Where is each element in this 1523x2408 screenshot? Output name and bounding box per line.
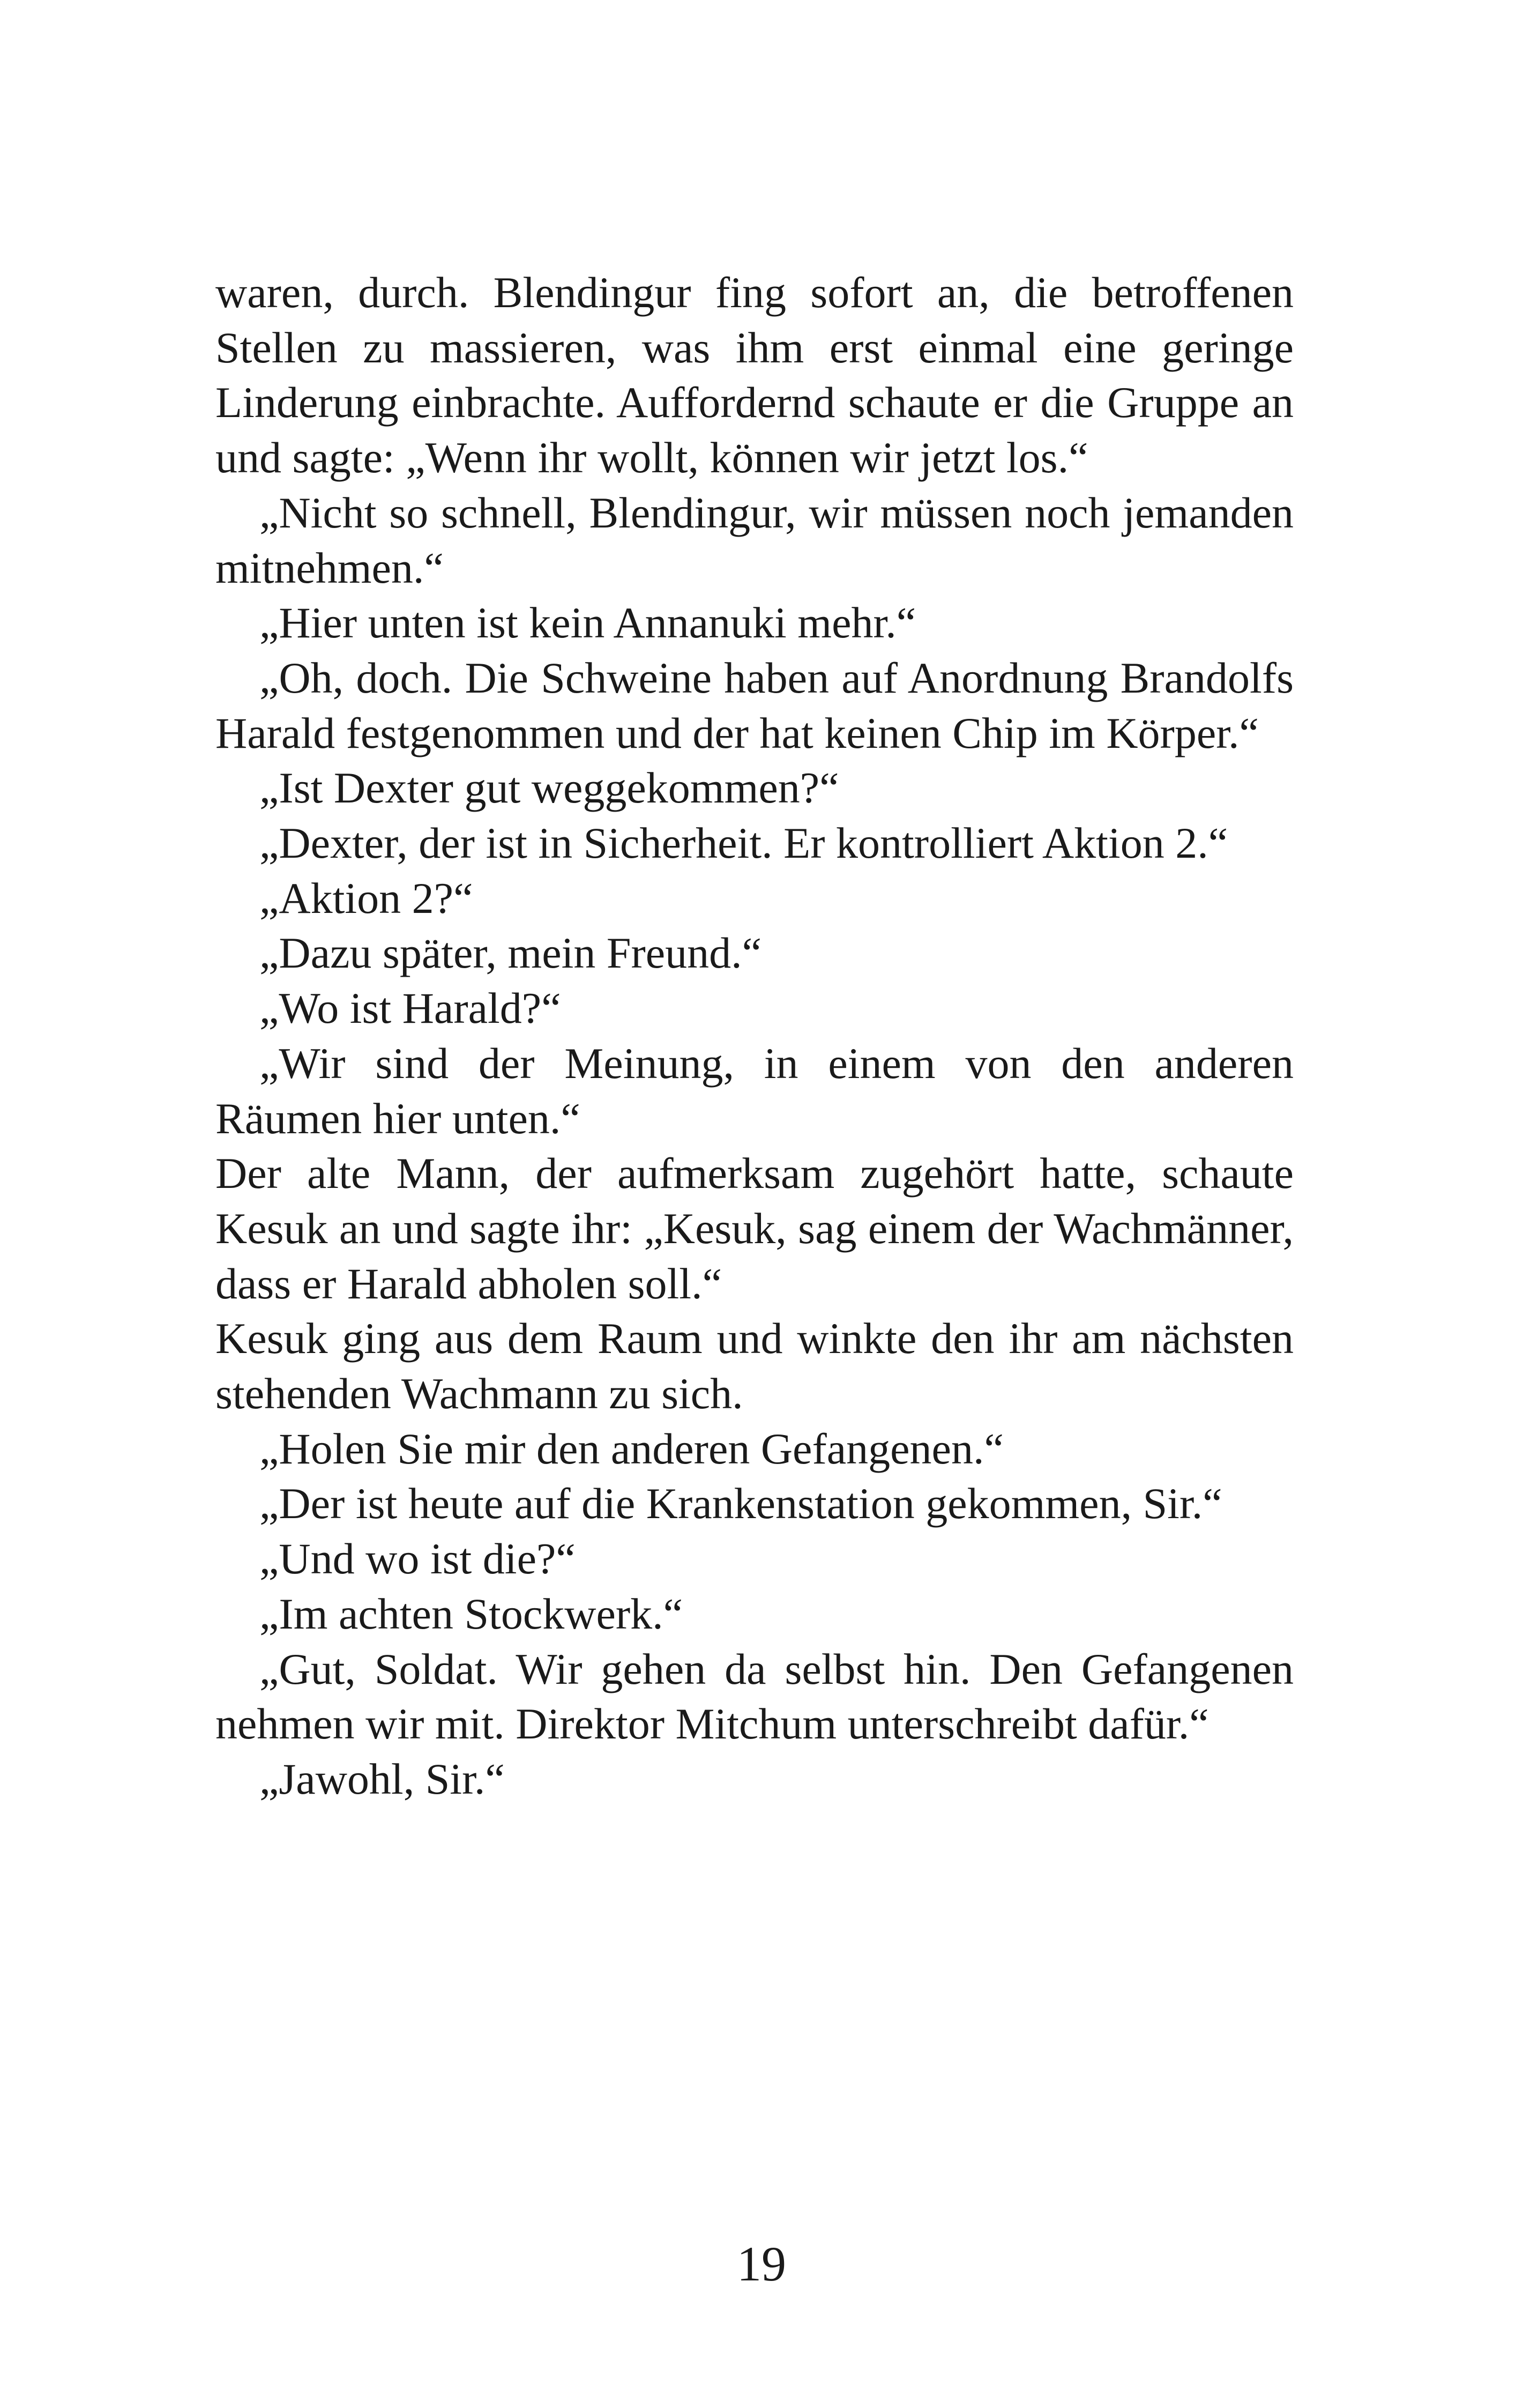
paragraph: „Hier unten ist kein Annanuki mehr.“ [259, 598, 916, 648]
paragraph: „Und wo ist die?“ [259, 1534, 576, 1584]
paragraph: „Wo ist Harald?“ [259, 984, 561, 1033]
paragraph: Kesuk ging aus dem Raum und winkte den ihr am nächsten stehenden Wachmann zu sich. [215, 1314, 1294, 1418]
paragraph: „Im achten Stockwerk.“ [259, 1589, 683, 1638]
paragraph: „Holen Sie mir den anderen Gefangenen.“ [259, 1424, 1004, 1473]
paragraph: „Jawohl, Sir.“ [259, 1754, 505, 1803]
page-number: 19 [737, 2236, 786, 2291]
paragraph: „Ist Dexter gut weggekommen?“ [259, 763, 839, 813]
paragraph: „Aktion 2?“ [259, 873, 473, 923]
paragraph: waren, durch. Blendingur fing sofort an, die betroffenen Stellen zu massieren, was ihm erst einmal eine geringe Linderung einbrachte. Auffordernd schaute er die Gruppe an und sagte: „Wenn ihr wollt, können wir jetzt los.“ [215, 268, 1294, 482]
paragraph: „Gut, Soldat. Wir gehen da selbst hin. Den Gefangenen nehmen wir mit. Direktor Mitchum unterschreibt dafür.“ [215, 1644, 1294, 1749]
paragraph: „Dazu später, mein Freund.“ [259, 928, 762, 978]
paragraph: „Nicht so schnell, Blendingur, wir müssen noch jemanden mitnehmen.“ [215, 488, 1294, 592]
paragraph: „Wir sind der Meinung, in einem von den anderen Räumen hier unten.“ [215, 1038, 1294, 1143]
paragraph: „Dexter, der ist in Sicherheit. Er kontrolliert Aktion 2.“ [259, 819, 1228, 868]
paragraph: Der alte Mann, der aufmerksam zugehört hatte, schaute Kesuk an und sagte ihr: „Kesuk, sag einem der Wachmänner, dass er Harald abholen soll.“ [215, 1149, 1294, 1308]
paragraph: „Oh, doch. Die Schweine haben auf Anordnung Brandolfs Harald festgenommen und der hat keinen Chip im Körper.“ [215, 653, 1294, 757]
body-text [215, 265, 1294, 1807]
paragraph: „Der ist heute auf die Krankenstation gekommen, Sir.“ [259, 1479, 1222, 1528]
